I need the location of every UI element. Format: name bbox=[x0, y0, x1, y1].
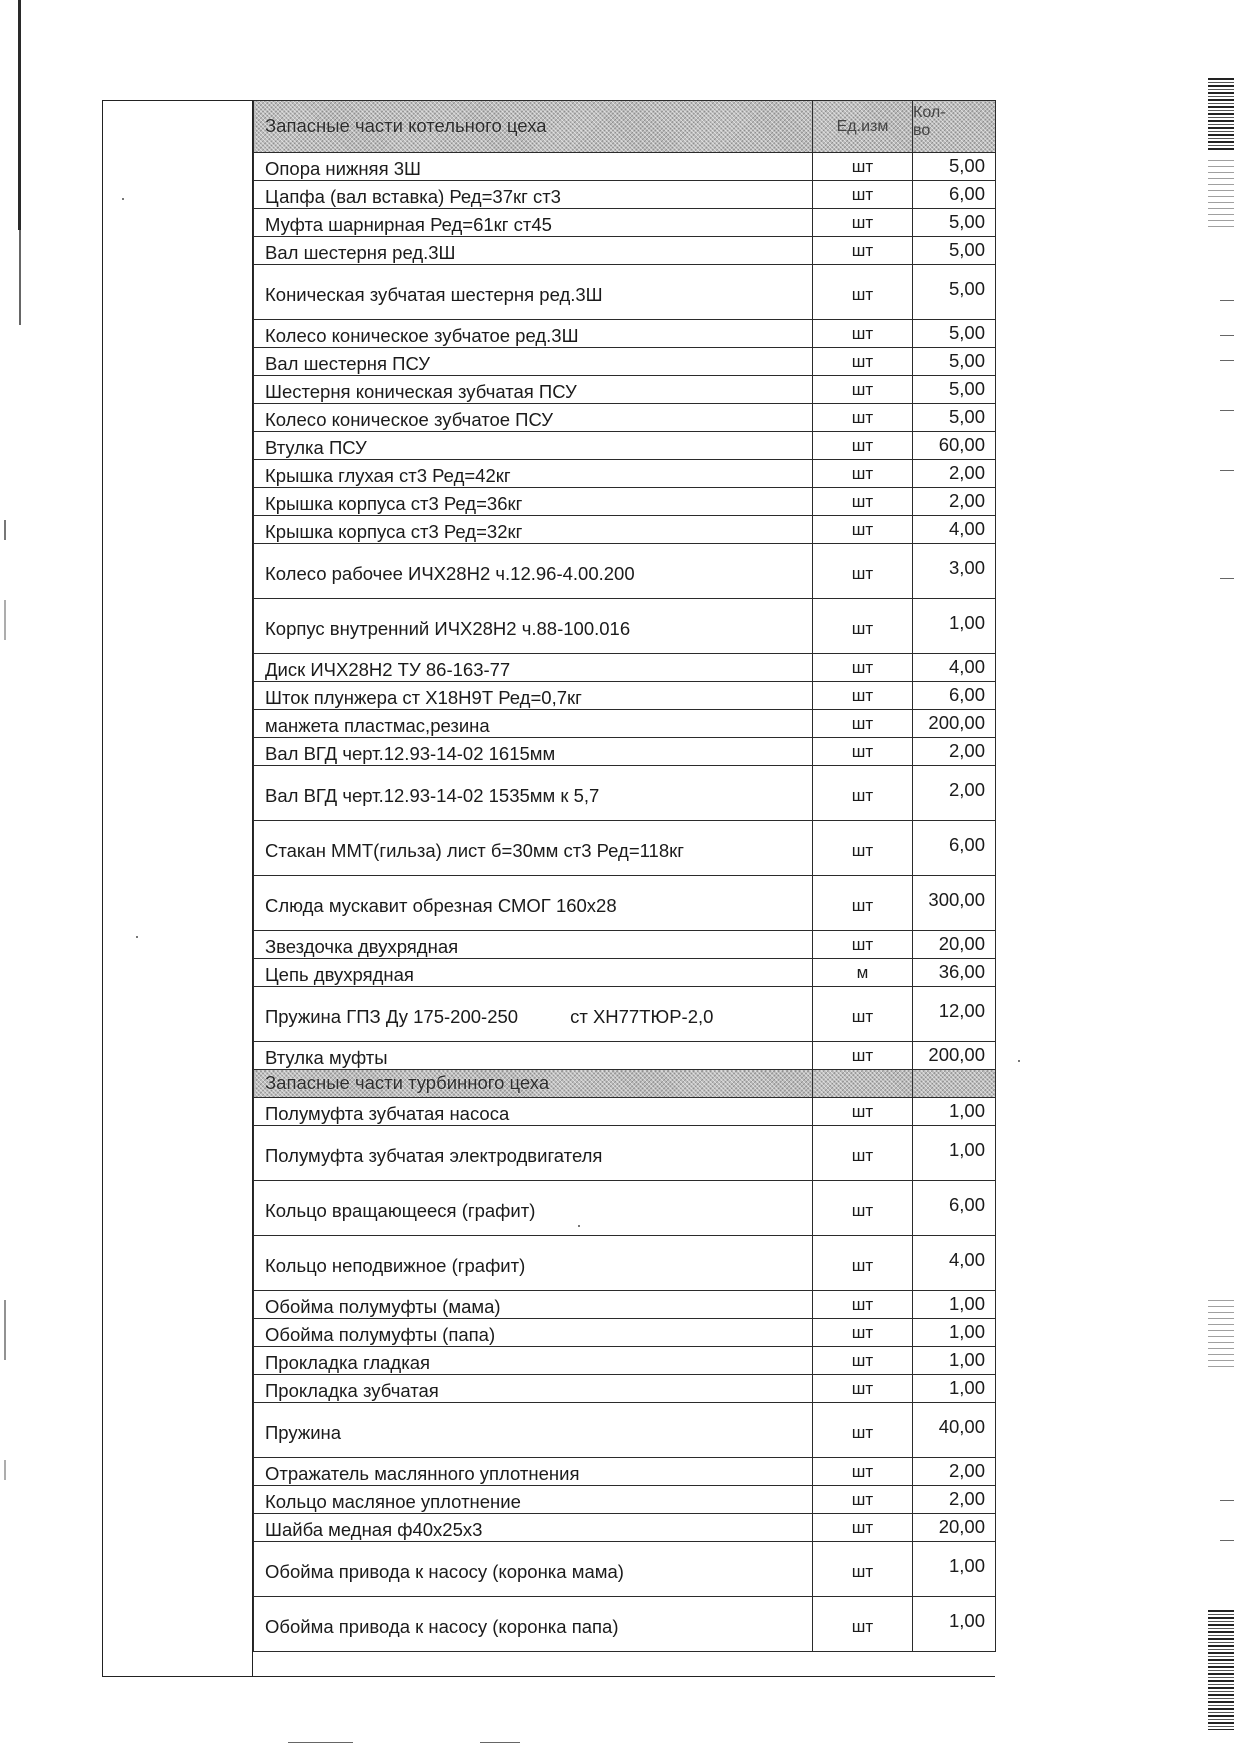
item-name-cell bbox=[254, 1375, 813, 1403]
scan-edge-mark bbox=[1220, 578, 1234, 579]
table-row bbox=[254, 488, 996, 516]
item-name-cell bbox=[254, 959, 813, 987]
item-qty: 5,00 bbox=[913, 265, 996, 320]
scan-edge-barcode bbox=[1208, 78, 1234, 150]
item-name-cell bbox=[254, 876, 813, 931]
item-qty: 4,00 bbox=[913, 516, 996, 544]
table-row bbox=[254, 320, 996, 348]
qty-header-line2: во bbox=[913, 122, 931, 139]
item-name-cell bbox=[254, 488, 813, 516]
item-unit: шт bbox=[813, 1542, 913, 1597]
scan-edge-mark bbox=[18, 0, 21, 230]
item-unit: шт bbox=[813, 1486, 913, 1514]
item-name: Обойма полумуфты (мама) bbox=[265, 1296, 501, 1317]
item-name-cell bbox=[254, 209, 813, 237]
item-name: Звездочка двухрядная bbox=[265, 936, 459, 957]
scan-edge-barcode bbox=[1208, 160, 1234, 230]
table-row bbox=[254, 959, 996, 987]
item-name-cell bbox=[254, 1403, 813, 1458]
table-row bbox=[254, 544, 996, 599]
item-qty: 200,00 bbox=[913, 710, 996, 738]
item-qty: 1,00 bbox=[913, 1375, 996, 1403]
table-row bbox=[254, 654, 996, 682]
item-name: Шток плунжера ст Х18Н9Т Ред=0,7кг bbox=[265, 687, 582, 708]
item-qty: 2,00 bbox=[913, 738, 996, 766]
item-name-cell bbox=[254, 1098, 813, 1126]
table-row bbox=[254, 876, 996, 931]
item-unit: шт bbox=[813, 1403, 913, 1458]
table-row bbox=[254, 1347, 996, 1375]
item-name: Диск ИЧХ28Н2 ТУ 86-163-77 bbox=[265, 659, 511, 680]
item-name-cell bbox=[254, 987, 813, 1042]
item-name-cell bbox=[254, 237, 813, 265]
item-unit: шт bbox=[813, 404, 913, 432]
scan-edge-barcode bbox=[1208, 1610, 1234, 1730]
table-row bbox=[254, 1514, 996, 1542]
item-name: Обойма привода к насосу (коронка мама) bbox=[265, 1561, 624, 1582]
item-unit: шт bbox=[813, 821, 913, 876]
scan-edge-mark bbox=[1220, 335, 1234, 336]
table-row bbox=[254, 153, 996, 181]
item-name-cell bbox=[254, 1486, 813, 1514]
table-row bbox=[254, 682, 996, 710]
section-header-row bbox=[254, 101, 996, 153]
item-qty: 12,00 bbox=[913, 987, 996, 1042]
item-qty: 2,00 bbox=[913, 1458, 996, 1486]
item-name: Пружина ГПЗ Ду 175-200-250 bbox=[265, 1006, 519, 1027]
item-qty: 5,00 bbox=[913, 153, 996, 181]
item-name-cell bbox=[254, 544, 813, 599]
scan-edge-mark bbox=[4, 1460, 6, 1480]
table-row bbox=[254, 931, 996, 959]
item-qty: 5,00 bbox=[913, 209, 996, 237]
item-qty: 1,00 bbox=[913, 599, 996, 654]
item-unit: шт bbox=[813, 181, 913, 209]
scan-edge-mark bbox=[1220, 300, 1234, 301]
item-name: Слюда мускавит обрезная СМОГ 160х28 bbox=[265, 895, 617, 916]
item-name: Обойма привода к насосу (коронка папа) bbox=[265, 1616, 619, 1637]
item-name: Опора нижняя 3Ш bbox=[265, 158, 421, 179]
item-unit: шт bbox=[813, 1319, 913, 1347]
item-name: Обойма полумуфты (папа) bbox=[265, 1324, 496, 1345]
item-name-cell bbox=[254, 1319, 813, 1347]
item-qty: 36,00 bbox=[913, 959, 996, 987]
item-name-cell bbox=[254, 265, 813, 320]
item-name: манжета пластмас,резина bbox=[265, 715, 490, 736]
item-qty: 40,00 bbox=[913, 1403, 996, 1458]
item-unit: шт bbox=[813, 376, 913, 404]
section-title: Запасные части котельного цеха bbox=[254, 101, 813, 153]
item-name-cell bbox=[254, 654, 813, 682]
item-unit: шт bbox=[813, 1181, 913, 1236]
item-unit: шт bbox=[813, 460, 913, 488]
unit-column-header: Ед.изм bbox=[813, 101, 913, 153]
item-qty: 5,00 bbox=[913, 320, 996, 348]
scan-edge-mark bbox=[1220, 470, 1234, 471]
item-qty: 2,00 bbox=[913, 1486, 996, 1514]
item-qty: 2,00 bbox=[913, 488, 996, 516]
item-unit: шт bbox=[813, 876, 913, 931]
item-name-cell bbox=[254, 682, 813, 710]
scan-edge-mark bbox=[480, 1742, 520, 1743]
item-name-cell bbox=[254, 376, 813, 404]
scan-edge-mark bbox=[4, 600, 6, 640]
item-unit: шт bbox=[813, 1375, 913, 1403]
item-name-cell bbox=[254, 516, 813, 544]
item-name: Колесо коническое зубчатое ПСУ bbox=[265, 409, 553, 430]
item-qty: 4,00 bbox=[913, 654, 996, 682]
scan-edge-mark bbox=[1220, 1540, 1234, 1541]
item-name: Коническая зубчатая шестерня ред.3Ш bbox=[265, 284, 603, 305]
item-name: Вал ВГД черт.12.93-14-02 1615мм bbox=[265, 743, 556, 764]
item-unit: шт bbox=[813, 1347, 913, 1375]
table-row bbox=[254, 1236, 996, 1291]
item-qty: 20,00 bbox=[913, 931, 996, 959]
item-unit: шт bbox=[813, 682, 913, 710]
scan-edge-mark bbox=[4, 520, 6, 540]
item-unit: шт bbox=[813, 348, 913, 376]
item-name-cell bbox=[254, 710, 813, 738]
item-name: Вал шестерня ПСУ bbox=[265, 353, 430, 374]
table-row bbox=[254, 181, 996, 209]
item-name: Пружина bbox=[265, 1422, 342, 1443]
item-qty: 6,00 bbox=[913, 1181, 996, 1236]
item-qty: 1,00 bbox=[913, 1347, 996, 1375]
item-unit: шт bbox=[813, 766, 913, 821]
table-row bbox=[254, 1181, 996, 1236]
item-name-cell bbox=[254, 599, 813, 654]
item-qty: 6,00 bbox=[913, 821, 996, 876]
table-row bbox=[254, 599, 996, 654]
item-name: Крышка корпуса ст3 Ред=36кг bbox=[265, 493, 523, 514]
item-unit: шт bbox=[813, 1597, 913, 1652]
item-qty: 1,00 bbox=[913, 1098, 996, 1126]
spare-parts-table bbox=[253, 100, 996, 1652]
item-name: Прокладка гладкая bbox=[265, 1352, 431, 1373]
item-unit: шт bbox=[813, 320, 913, 348]
scan-edge-mark bbox=[19, 230, 21, 325]
item-unit: шт bbox=[813, 1236, 913, 1291]
item-unit: шт bbox=[813, 1514, 913, 1542]
item-name-cell bbox=[254, 320, 813, 348]
item-name-cell bbox=[254, 1347, 813, 1375]
item-name: Полумуфта зубчатая насоса bbox=[265, 1103, 510, 1124]
item-qty: 5,00 bbox=[913, 348, 996, 376]
item-unit: шт bbox=[813, 209, 913, 237]
table-row bbox=[254, 1542, 996, 1597]
item-unit: шт bbox=[813, 931, 913, 959]
item-name: Корпус внутренний ИЧХ28Н2 ч.88-100.016 bbox=[265, 618, 631, 639]
table-row bbox=[254, 376, 996, 404]
spare-parts-table-body bbox=[254, 101, 996, 1652]
item-unit: шт bbox=[813, 738, 913, 766]
item-qty: 20,00 bbox=[913, 1514, 996, 1542]
table-row bbox=[254, 1486, 996, 1514]
table-row bbox=[254, 460, 996, 488]
item-qty: 1,00 bbox=[913, 1542, 996, 1597]
item-name-cell bbox=[254, 460, 813, 488]
item-unit: шт bbox=[813, 1042, 913, 1070]
item-name: Цепь двухрядная bbox=[265, 964, 414, 985]
item-name: Полумуфта зубчатая электродвигателя bbox=[265, 1145, 603, 1166]
item-qty: 5,00 bbox=[913, 237, 996, 265]
item-name: Цапфа (вал вставка) Ред=37кг ст3 bbox=[265, 186, 561, 207]
section-title: Запасные части турбинного цеха bbox=[254, 1070, 813, 1098]
item-name-cell bbox=[254, 766, 813, 821]
qty-column-header bbox=[913, 101, 996, 153]
item-unit: шт bbox=[813, 1291, 913, 1319]
item-unit: шт bbox=[813, 710, 913, 738]
item-unit: шт bbox=[813, 237, 913, 265]
item-unit: шт bbox=[813, 516, 913, 544]
scan-speck bbox=[1018, 1060, 1020, 1062]
item-unit: шт bbox=[813, 1458, 913, 1486]
item-name: Шестерня коническая зубчатая ПСУ bbox=[265, 381, 577, 402]
item-unit: шт bbox=[813, 654, 913, 682]
table-row bbox=[254, 738, 996, 766]
table-row bbox=[254, 516, 996, 544]
item-qty: 5,00 bbox=[913, 376, 996, 404]
item-qty: 200,00 bbox=[913, 1042, 996, 1070]
table-row bbox=[254, 1098, 996, 1126]
item-name: Колесо коническое зубчатое ред.3Ш bbox=[265, 325, 579, 346]
table-row bbox=[254, 348, 996, 376]
item-name-cell bbox=[254, 1597, 813, 1652]
item-name-cell bbox=[254, 738, 813, 766]
item-name: Крышка глухая ст3 Ред=42кг bbox=[265, 465, 511, 486]
qty-column-header-empty bbox=[913, 1070, 996, 1098]
item-name-cell bbox=[254, 1458, 813, 1486]
item-name-cell bbox=[254, 1291, 813, 1319]
table-row bbox=[254, 821, 996, 876]
table-row bbox=[254, 1375, 996, 1403]
table-row bbox=[254, 766, 996, 821]
item-name-cell bbox=[254, 821, 813, 876]
item-name-cell bbox=[254, 404, 813, 432]
item-unit: м bbox=[813, 959, 913, 987]
table-row bbox=[254, 237, 996, 265]
item-name: Кольцо масляное уплотнение bbox=[265, 1491, 521, 1512]
item-qty: 300,00 bbox=[913, 876, 996, 931]
item-qty: 5,00 bbox=[913, 404, 996, 432]
item-qty: 6,00 bbox=[913, 682, 996, 710]
item-name-cell bbox=[254, 153, 813, 181]
item-name-cell bbox=[254, 1236, 813, 1291]
item-unit: шт bbox=[813, 432, 913, 460]
item-qty: 3,00 bbox=[913, 544, 996, 599]
item-name: Отражатель маслянного уплотнения bbox=[265, 1463, 580, 1484]
table-row bbox=[254, 1458, 996, 1486]
item-name: Втулка муфты bbox=[265, 1047, 388, 1068]
table-row bbox=[254, 1403, 996, 1458]
scan-edge-mark bbox=[1220, 1500, 1234, 1501]
item-qty: 1,00 bbox=[913, 1597, 996, 1652]
item-name: Колесо рабочее ИЧХ28Н2 ч.12.96-4.00.200 bbox=[265, 563, 635, 584]
item-unit: шт bbox=[813, 599, 913, 654]
table-row bbox=[254, 987, 996, 1042]
item-name-cell bbox=[254, 931, 813, 959]
item-name-cell bbox=[254, 181, 813, 209]
scan-edge-mark bbox=[4, 1300, 6, 1360]
table-row bbox=[254, 710, 996, 738]
item-name-cell bbox=[254, 432, 813, 460]
item-unit: шт bbox=[813, 1098, 913, 1126]
item-name: Муфта шарнирная Ред=61кг ст45 bbox=[265, 214, 552, 235]
scan-edge-barcode bbox=[1208, 1300, 1234, 1370]
qty-header-line1: Кол- bbox=[913, 104, 946, 121]
item-qty: 4,00 bbox=[913, 1236, 996, 1291]
table-row bbox=[254, 209, 996, 237]
item-qty: 2,00 bbox=[913, 460, 996, 488]
table-row bbox=[254, 432, 996, 460]
item-unit: шт bbox=[813, 153, 913, 181]
table-row bbox=[254, 1042, 996, 1070]
item-name: Вал ВГД черт.12.93-14-02 1535мм к 5,7 bbox=[265, 785, 600, 806]
table-row bbox=[254, 1319, 996, 1347]
scan-edge-mark bbox=[1220, 360, 1234, 361]
table-row bbox=[254, 1126, 996, 1181]
item-name-extra: ст ХН77ТЮР-2,0 bbox=[570, 1006, 714, 1027]
item-name-cell bbox=[254, 348, 813, 376]
item-name-cell bbox=[254, 1514, 813, 1542]
item-name: Вал шестерня ред.3Ш bbox=[265, 242, 456, 263]
item-unit: шт bbox=[813, 544, 913, 599]
item-qty: 6,00 bbox=[913, 181, 996, 209]
unit-column-header-empty bbox=[813, 1070, 913, 1098]
item-qty: 1,00 bbox=[913, 1291, 996, 1319]
item-unit: шт bbox=[813, 488, 913, 516]
item-name-cell bbox=[254, 1042, 813, 1070]
scan-edge-mark bbox=[1220, 410, 1234, 411]
item-name-cell bbox=[254, 1181, 813, 1236]
item-name-cell bbox=[254, 1542, 813, 1597]
item-name: Стакан ММТ(гильза) лист б=30мм ст3 Ред=118кг bbox=[265, 840, 684, 861]
table-row bbox=[254, 404, 996, 432]
item-name: Прокладка зубчатая bbox=[265, 1380, 439, 1401]
item-qty: 1,00 bbox=[913, 1126, 996, 1181]
item-qty: 1,00 bbox=[913, 1319, 996, 1347]
table-row bbox=[254, 1597, 996, 1652]
item-name-cell bbox=[254, 1126, 813, 1181]
section-header-row bbox=[254, 1070, 996, 1098]
item-name: Кольцо вращающееся (графит) bbox=[265, 1200, 536, 1221]
item-unit: шт bbox=[813, 987, 913, 1042]
scan-edge-mark bbox=[288, 1742, 353, 1743]
table-row bbox=[254, 265, 996, 320]
item-name: Кольцо неподвижное (графит) bbox=[265, 1255, 526, 1276]
item-name: Шайба медная ф40х25х3 bbox=[265, 1519, 483, 1540]
item-unit: шт bbox=[813, 265, 913, 320]
item-unit: шт bbox=[813, 1126, 913, 1181]
item-name: Втулка ПСУ bbox=[265, 437, 367, 458]
item-qty: 2,00 bbox=[913, 766, 996, 821]
table-row bbox=[254, 1291, 996, 1319]
item-qty: 60,00 bbox=[913, 432, 996, 460]
item-name: Крышка корпуса ст3 Ред=32кг bbox=[265, 521, 523, 542]
